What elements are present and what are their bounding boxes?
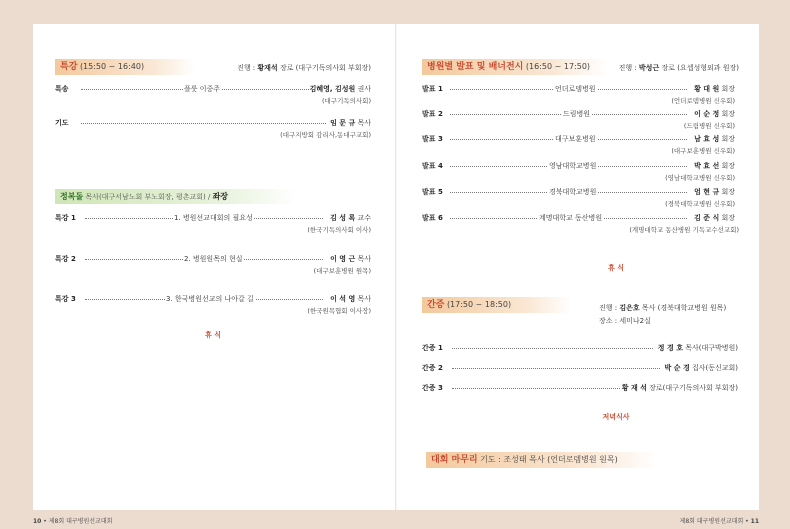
person-name: 황 대 원	[694, 85, 720, 93]
program-row	[422, 213, 735, 223]
testimony-header	[422, 297, 572, 313]
row-text: 대구보훈병원	[555, 135, 596, 143]
footer-separator: •	[43, 518, 47, 525]
row-affiliation: (계명대학교 동산병원 기독교수선교회)	[629, 226, 739, 234]
row-label: 간증 2	[422, 364, 443, 372]
person-title: 권사	[357, 85, 371, 93]
row-affiliation: (대구지방회 감리사,동대구교회)	[280, 131, 371, 139]
person-name: 김 준 식	[694, 214, 720, 222]
program-row	[55, 254, 371, 264]
row-label: 간증 3	[422, 384, 443, 392]
person-title: 회장	[721, 110, 735, 118]
host-name: 박성근	[638, 64, 660, 72]
person-title: 회장	[721, 214, 735, 222]
host-role: 장로 (대구기독의사회 부회장)	[279, 64, 371, 72]
program-row	[55, 118, 371, 128]
dot-leader	[452, 348, 653, 349]
section-time: (16:50 ~ 17:50)	[525, 62, 591, 71]
host-info	[619, 63, 739, 73]
host-info	[599, 303, 726, 313]
row-text: 계명대학교 동산병원	[539, 214, 603, 222]
row-label: 특강 2	[55, 255, 76, 263]
row-person	[693, 134, 735, 144]
person-name: 이 순 정	[694, 110, 720, 118]
person-name: 박 효 선	[694, 162, 720, 170]
row-affiliation: (언더로뎀병원 신우회)	[671, 97, 735, 105]
person-name: 남 효 성	[694, 135, 720, 143]
person-name: 김혜영, 김성원	[309, 85, 356, 93]
program-row	[55, 84, 371, 94]
section-time: (17:50 ~ 18:50)	[446, 300, 512, 309]
person-title: 교수	[357, 214, 371, 222]
section-time: (15:50 ~ 16:40)	[79, 62, 145, 71]
host-role: 장로 (요셉성형외과 원장)	[661, 64, 739, 72]
section-title: 병원별 발표 및 배너전시	[427, 62, 524, 72]
forum-header	[55, 189, 295, 204]
host-name: 황재석	[257, 64, 278, 72]
person-title: 집사(동신교회)	[691, 364, 738, 372]
program-row	[422, 109, 735, 119]
row-person	[664, 363, 738, 373]
row-label: 특송	[55, 85, 69, 93]
person-title: 회장	[721, 135, 735, 143]
row-person	[329, 118, 371, 128]
row-affiliation: (영남대학교병원 신우회)	[665, 174, 735, 182]
row-affiliation: (대구기독의사회)	[321, 97, 371, 105]
person-title: 장로(대구기독의사회 부회장)	[649, 384, 738, 392]
dot-leader	[81, 123, 326, 124]
row-person	[329, 294, 371, 304]
program-row	[422, 187, 735, 197]
footer-text: 제8회 대구병원선교대회	[679, 518, 744, 525]
section-title: 간증	[427, 300, 445, 310]
break-label: 휴 식	[205, 331, 221, 339]
row-affiliation: (대구보훈병원 신우회)	[671, 147, 735, 155]
row-person	[693, 161, 735, 171]
brochure-spread	[33, 24, 759, 510]
program-row	[55, 213, 371, 223]
person-title: 목사	[357, 255, 371, 263]
closing-header	[426, 452, 656, 468]
footer-text: 제8회 대구병원선교대회	[48, 518, 113, 525]
person-title: 회장	[721, 85, 735, 93]
row-label: 발표 6	[422, 214, 443, 222]
row-person	[693, 84, 735, 94]
special-lecture-header	[55, 59, 195, 75]
footer-separator: •	[745, 518, 749, 525]
row-person	[693, 187, 735, 197]
row-person	[329, 254, 371, 264]
row-label: 발표 2	[422, 110, 443, 118]
row-label: 발표 4	[422, 162, 443, 170]
row-label: 기도	[55, 119, 69, 127]
row-label: 발표 1	[422, 85, 443, 93]
host-name: 김은호	[619, 304, 640, 312]
chair-role: 좌장	[212, 192, 229, 201]
person-title: 회장	[721, 188, 735, 196]
row-person	[329, 213, 371, 223]
page-number: 11	[750, 518, 759, 525]
person-name: 박 순 경	[664, 364, 690, 372]
program-row	[422, 343, 738, 353]
program-row	[422, 84, 735, 94]
host-label: 진행 :	[237, 64, 256, 72]
person-name: 황 재 석	[621, 384, 647, 392]
right-footer	[680, 516, 759, 525]
host-role: 목사 (경북대학교병원 원목)	[641, 304, 727, 312]
program-row	[422, 383, 738, 393]
row-affiliation: (한국기독의사회 이사)	[307, 226, 371, 234]
program-row	[422, 134, 735, 144]
row-affiliation: (경북대학교병원 신우회)	[665, 200, 735, 208]
row-affiliation: (한국원목협회 이사장)	[307, 307, 371, 315]
person-name: 이 석 영	[330, 295, 356, 303]
program-row	[55, 294, 371, 304]
program-row	[422, 161, 735, 171]
row-text: 플룻 이중주	[184, 85, 221, 93]
host-info	[237, 63, 371, 73]
dot-leader	[452, 368, 660, 369]
person-title: 목사	[357, 119, 371, 127]
person-title: 목사(대구박병원)	[685, 344, 738, 352]
person-name: 정 경 호	[657, 344, 683, 352]
row-text: 언더로뎀병원	[555, 85, 596, 93]
right-page	[396, 24, 759, 510]
left-footer	[33, 516, 112, 525]
row-affiliation: (드림병원 신우회)	[683, 122, 735, 130]
section-title: 특강	[60, 62, 78, 72]
section-title: 대회 마무리	[431, 455, 478, 465]
dot-leader	[452, 388, 632, 389]
program-row	[422, 363, 738, 373]
person-name: 엄 현 규	[694, 188, 720, 196]
page-number: 10	[33, 518, 42, 525]
chair-name: 정복돌	[60, 192, 84, 201]
row-text: 영남대학교병원	[549, 162, 597, 170]
row-person	[693, 109, 735, 119]
person-title: 목사	[357, 295, 371, 303]
row-label: 발표 5	[422, 188, 443, 196]
row-text: 경북대학교병원	[549, 188, 597, 196]
person-name: 임 문 규	[330, 119, 356, 127]
row-label: 간증 1	[422, 344, 443, 352]
row-text: 2. 병원원목의 현실	[184, 255, 243, 263]
row-person	[621, 383, 738, 393]
row-label: 특강 3	[55, 295, 76, 303]
host-label: 진행 :	[599, 304, 618, 312]
row-label: 발표 3	[422, 135, 443, 143]
hospital-presentation-header	[422, 59, 607, 75]
closing-prayer: 기도 : 조성태 목사 (언더로뎀병원 원목)	[480, 455, 618, 464]
host-label: 진행 :	[618, 64, 637, 72]
chair-affiliation: 목사(대구서남노회 부노회장, 평촌교회) /	[85, 193, 211, 201]
row-text: 1. 병원선교대회의 필요성	[174, 214, 253, 222]
left-page	[33, 24, 396, 510]
row-person	[693, 213, 735, 223]
row-text: 드림병원	[563, 110, 591, 118]
break-label: 휴 식	[608, 264, 624, 272]
venue-info: 장소 : 세미나2실	[599, 317, 651, 325]
row-person	[309, 84, 371, 94]
row-affiliation: (대구보훈병원 원목)	[313, 267, 371, 275]
dinner-label: 저녁식사	[602, 413, 630, 421]
row-text: 3. 한국병원선교의 나아갈 길	[166, 295, 254, 303]
row-person	[657, 343, 738, 353]
person-name: 이 영 근	[330, 255, 356, 263]
row-label: 특강 1	[55, 214, 76, 222]
person-name: 김 성 록	[330, 214, 356, 222]
person-title: 회장	[721, 162, 735, 170]
